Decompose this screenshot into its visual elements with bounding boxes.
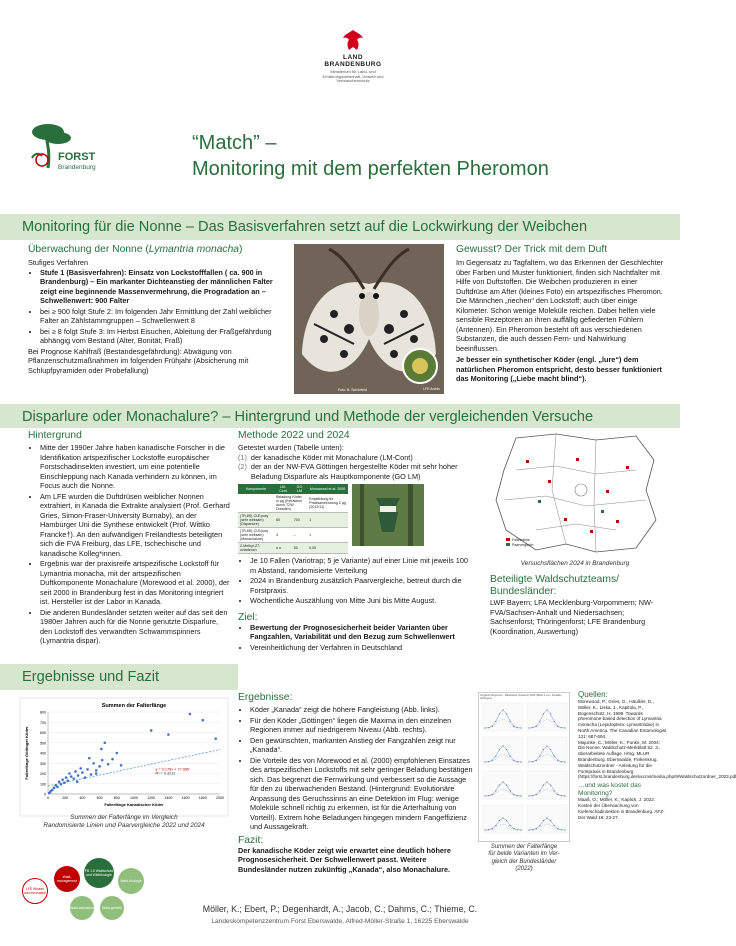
data-point [81, 771, 84, 774]
ergebnis-item: • Den gewünschten, markanten Anstieg der Fangzahlen zeigt nur „Kanada“. [250, 736, 476, 755]
data-point [84, 776, 87, 779]
data-point [95, 769, 98, 772]
lure-table [238, 484, 348, 554]
table-cell: 1 [307, 528, 348, 543]
data-point [150, 729, 153, 732]
ziel-item-text: Bewertung der Prognosesicherheit beider Varianten über Fangzahlen, Variabilität und den Bezug zum Schwellenwert [250, 622, 455, 641]
hintergrund-list [28, 443, 230, 646]
regional-charts-title: Vergleich Regionen - Mittelwerte (Gesamt) 2022 (Mittel 2 Lst - Kanada-Göttingen) [480, 694, 562, 700]
title-line2: Monitoring mit dem perfekten Pheromon [192, 158, 549, 180]
fazit-heading: Fazit: [238, 834, 264, 846]
brandenburg-map [486, 430, 664, 568]
cost-heading: …und was kostet das Monitoring? [578, 782, 642, 797]
x-tick-label: 2000 [216, 796, 224, 800]
ziel-item: • Vereinheitlichung der Verfahren in Deutschland [250, 643, 474, 653]
methode [238, 430, 474, 653]
regional-caption-line: (2022) [515, 866, 533, 873]
stufen-list [28, 268, 288, 346]
section1-title: Monitoring für die Nonne – Das Basisverfahren setzt auf die Lockwirkung der Weibchen [22, 219, 588, 235]
data-point [65, 776, 68, 779]
table-subheader [238, 494, 274, 513]
table-row [238, 513, 348, 528]
legend-label: Falleenlinie [512, 538, 530, 542]
land-brandenburg-logo [318, 28, 388, 84]
data-point [92, 762, 95, 765]
methode-item-num: (1) [238, 452, 247, 462]
regional-charts [478, 692, 570, 842]
section1-banner [0, 214, 680, 240]
poster-header [0, 0, 680, 200]
y-tick-label: 600 [40, 731, 46, 735]
hintergrund-item: • Am LFE wurden die Duftdrüsen weiblicher Nonnen extrahiert, in Kanada die Extrakte analysiert (Prof. Gerhard Gries, Simon-Fraser-University Burnaby), an der Hamburger Uni die Synthese entwickelt (Prof. Wittko Francke†). An den aufwändigen Freilandtests beteiligten sich die FVA Freiburg, das LFE, tschechische und kanadische Kolleg*innen. [40, 492, 230, 559]
section3-banner [0, 664, 238, 690]
section3-title: Ergebnisse und Fazit [22, 669, 160, 685]
regional-caption-line: gleich der Bundesländer [491, 858, 557, 865]
mini-chart [527, 805, 567, 833]
section1-left [28, 244, 288, 375]
land-logo-line2: BRANDENBURG [324, 61, 382, 68]
scatter-caption-line: Randomisierte Linien und Paarvergleiche 2022 und 2024 [43, 822, 205, 829]
page-title [192, 130, 612, 182]
mini-chart [527, 737, 567, 765]
y-axis-label: Falterfänge Göttinger Köder [24, 726, 29, 780]
data-point [98, 765, 101, 768]
ziel-item [250, 623, 474, 642]
land-logo-line1: LAND [342, 54, 364, 61]
data-point [51, 789, 54, 792]
y-tick-label: 100 [40, 782, 46, 787]
legend-item [506, 543, 533, 548]
regional-caption-line: für beide Varianten im Ver- [488, 851, 560, 858]
table-cell: – [292, 528, 307, 543]
map-caption: Versuchsflächen 2024 in Brandenburg [520, 560, 630, 567]
ergebnisse-heading: Ergebnisse: [238, 692, 293, 703]
x-tick-label: 400 [79, 796, 86, 800]
mini-chart [483, 805, 523, 833]
data-point [95, 772, 98, 775]
quellen-heading: Quellen: [578, 690, 608, 699]
scatter-svg [20, 698, 228, 816]
hintergrund [28, 430, 230, 647]
data-point [111, 758, 114, 761]
org-circle: FB 1.5 Waldschutz und Wildökologie [84, 858, 114, 888]
y-tick-label: 500 [40, 741, 46, 746]
legend-label: Paarvergleich [512, 543, 534, 547]
ziel-heading: Ziel: [238, 611, 258, 623]
table-and-trap [238, 484, 474, 554]
variotrap-icon [352, 484, 424, 546]
ergebnisse-list [238, 705, 476, 832]
y-tick-label: 700 [40, 720, 46, 725]
table-subheader: Empfehlung für Praxisanwendung 2 µg (2012/11) [307, 494, 348, 513]
data-point [73, 777, 76, 780]
table-cell: (7R,8S)-Cl-Epoxy (sehr wirksam) (Disparlure) [238, 513, 274, 528]
prognose-text: Bei Prognose Kahlfraß (Bestandesgefährdung): Abwägung von Pflanzenschutzmaßnahmen im folgenden Frühjahr (Absicherung mit Schlupfpyramiden oder Probefallung) [28, 346, 249, 375]
section2-banner [0, 404, 680, 428]
table-header: GO LM [292, 484, 307, 494]
org-circle: Wald-wachstum [70, 896, 94, 920]
table-row [238, 543, 348, 554]
table-subheader: Beladung Köder in µg (Extraktion durch TZW Dresden) [274, 494, 307, 513]
hintergrund-item: • Die anderen Bundesländer setzten weiter auf das seit den 1980er Jahren auch für die Nonne genutzte Disparlure, den Lockstoff des verwandten Schwammspinners (Lymantria dispar). [40, 608, 230, 646]
data-point [70, 775, 73, 778]
data-point [63, 781, 66, 784]
title-line1: “Match” – [192, 132, 277, 154]
x-axis-label: Falterfänge Kanadischer Köder [104, 802, 164, 807]
ergebnisse [238, 692, 476, 874]
stufiges-verfahren: Stufiges Verfahren [28, 258, 89, 267]
table-cell: 1 [307, 513, 348, 528]
y-tick-label: 400 [40, 751, 46, 756]
inset-credit: LFE Archiv [423, 387, 440, 391]
data-point [107, 763, 110, 766]
land-logo-ministry: Ministerium für Land- und Ernährungswirtschaft, Umwelt und Verbraucherschutz [322, 69, 384, 84]
data-point [60, 783, 63, 786]
methode-item [238, 462, 474, 481]
mini-chart [483, 771, 523, 799]
bundeslaender-heading: Beteiligte Waldschutzteams/ Bundesländer: [490, 574, 619, 597]
hintergrund-item: • Mitte der 1990er Jahre haben kanadische Forscher in die Identifikation artspezifischer Lockstoffe europäischer Forstschadinsekten investiert, um eine potentielle Einschleppung nach Kanada verhindern zu können, im Focus auch die Nonne. [40, 443, 230, 491]
duftdruese-inset [402, 348, 438, 384]
ergebnis-item: • Die Vorteile des von Morewood et al. (2000) empfohlenen Einsatzes des artspezifischen Lockstoffs mit sehr geringer Beladung bestätigen sich. Das begrenzt die Fernwirkung und verbessert so die Aussage für den zu überwachenden Bestand. (Hintergrund: Evolutionäre Anpassung des Geruchssinns an eine Detektion im Flug: wenige Moleküle schnell richtig zu erkennen, ist für die Arterhaltung von Vorteil!). Extrem hohe Beladungen hingegen mindern Fangeffizienz und Aussagekraft. [250, 756, 476, 832]
data-point [56, 786, 59, 789]
forst-brandenburg-logo [28, 118, 108, 178]
data-point [77, 774, 80, 777]
data-point [61, 778, 64, 781]
y-tick-label: 0 [44, 792, 46, 797]
methode-bullets [238, 556, 474, 606]
table-header: LM-Cont [274, 484, 292, 494]
duft-conclusion: Je besser ein synthetischer Köder (engl. „lure“) dem natürlichen Pheromon entspricht, desto besser funktioniert das Monitoring („Liebe macht blind“). [456, 355, 662, 383]
stufen-item: • bei ≥ 8 folgt Stufe 3: Im Herbst Eisuchen, Ableitung der Fraßgefährdung abhängig vom Bestand (Alter, Bonität, Fraß) [40, 327, 288, 346]
x-tick-label: 200 [62, 796, 69, 800]
data-point [86, 768, 89, 771]
y-tick-label: 200 [40, 772, 46, 776]
methode-item-num: (2) [238, 462, 247, 471]
y-tick-label: 300 [40, 761, 46, 766]
forst-word: FORST [58, 151, 96, 163]
data-point [88, 757, 91, 760]
eagle-icon [340, 28, 366, 54]
data-point [214, 737, 217, 740]
bundeslaender [490, 574, 666, 636]
data-point [53, 787, 56, 790]
table-cell: 700 [292, 513, 307, 528]
data-point [189, 713, 192, 716]
data-point [79, 767, 82, 770]
mini-chart [483, 703, 523, 731]
data-point [101, 759, 104, 762]
x-tick-label: 0 [47, 796, 49, 800]
mini-chart [527, 771, 567, 799]
ziel-list [238, 623, 474, 653]
data-point [120, 764, 123, 767]
address: Landeskompetenzzentrum Forst Eberswalde, Alfred-Möller-Straße 1, 16225 Eberswalde [211, 918, 469, 925]
x-tick-label: 1000 [130, 796, 138, 800]
ergebnis-item: • Für den Köder „Göttingen“ liegen die Maxima in den einzelnen Regionen immer auf niedrigerem Niveau (Abb. rechts). [250, 716, 476, 735]
x-tick-label: 1800 [198, 796, 207, 800]
regional-caption [478, 844, 570, 874]
x-tick-label: 1400 [164, 796, 173, 800]
chart-title: Summen der Falterfänge [101, 703, 167, 709]
regional-caption-line: Summen der Falterfänge [490, 844, 558, 850]
stufen-item: • bei ≥ 900 folgt Stufe 2: Im folgenden Jahr Ermittlung der Zahl weiblicher Falter an Zählstammgruppen – Schwellenwert 8 [40, 307, 288, 326]
methode-bullet: • 2024 in Brandenburg zusätzlich Paarvergleiche, betreut durch die Forstpraxis. [250, 576, 474, 595]
methode-item-text: der an der NW-FVA Göttingen hergestellte Köder mit sehr hoher Beladung Disparlure als Hauptkomponente (GO LM) [250, 462, 458, 481]
scatter-caption-line: Summen der Falterfänge im Vergleich [70, 814, 178, 821]
mini-chart [483, 737, 523, 765]
chart-frame [20, 698, 228, 816]
org-circle: LFE Wissen und Innovation [22, 878, 48, 904]
x-tick-label: 1600 [181, 796, 190, 800]
table-header: Monowood et al. 2000 [307, 484, 348, 494]
data-point [76, 780, 79, 783]
table-cell: 60 [274, 513, 292, 528]
forst-sub: Brandenburg [58, 164, 96, 171]
bundeslaender-text: LWF Bayern; LFA Mecklenburg-Vorpommern; NW-FVA/Sachsen-Anhalt und Niedersachsen; Sachsenforst; Thüringenforst; LFE Brandenburg (Koordination, Auswertung) [490, 598, 654, 636]
methode-item [238, 453, 474, 463]
data-point [68, 772, 71, 775]
stufen-item: • Stufe 1 (Basisverfahren): Einsatz von Lockstofffallen ( ca. 900 in Brandenburg) – Ein markanter Dichteanstieg der männlichen Falter zeigt eine beginnende Massenvermehrung, die Progradation an – Schwellenwert: 900 Falter [40, 268, 288, 306]
hintergrund-heading: Hintergrund [28, 430, 82, 441]
data-point [167, 733, 170, 736]
table-cell: 2-Methyl-Z7-octadecen [238, 543, 274, 554]
org-diagram [20, 858, 170, 938]
table-header: Komponente [238, 484, 274, 494]
ergebnis-item: • Köder „Kanada“ zeigt die höhere Fangleistung (Abb. links). [250, 705, 476, 715]
section2-title: Disparlure oder Monachalure? – Hintergrund und Methode der vergleichenden Versuche [22, 409, 594, 425]
trend-r2: R² = 0,3211 [155, 771, 176, 776]
trend-equation: y = 0,178x + 77,985 [155, 767, 190, 772]
x-tick-label: 1200 [147, 796, 156, 800]
section1-right [456, 244, 664, 384]
org-circle: Wald-genetik [100, 896, 124, 920]
table-cell: 0,05 [307, 543, 348, 554]
table-cell: n.n. [274, 543, 292, 554]
scatter-chart [20, 698, 228, 816]
x-tick-label: 800 [113, 796, 120, 800]
duft-heading: Gewusst? Der Trick mit dem Duft [456, 244, 608, 255]
table-cell: 50 [292, 543, 307, 554]
data-point [202, 719, 205, 722]
data-point [116, 752, 119, 755]
table-cell: (7R,8S)-Cl-Epoxy (sehr wirksam) (Monachalure) [238, 528, 274, 543]
table-cell: 4 [274, 528, 292, 543]
fazit-text: Der kanadische Köder zeigt wie erwartet eine deutlich höhere Prognosesicherheit. Der Schwellenwert passt. Weitere Bundesländer nutzen zukünftig „Kanada“, also Monachalure. [238, 845, 451, 874]
authors: Möller, K.; Ebert, P.; Degenhardt, A.; Jacob, C.; Dahms, C.; Thieme, C. [202, 904, 478, 914]
cost-text: Maaß, O.; Möller, K.; Kaplick, J. 2022: Kosten der Überwachung von Kieferschadinsekten in Brandenburg. AFZ-Der Wald 16: 23-27. [578, 797, 665, 820]
org-circle: Wald-ökologie [118, 868, 144, 894]
data-point [74, 770, 77, 773]
hintergrund-item: • Ergebnis war der praxisreife artspezifische Lockstoff für Lymantria monacha, mit der artspezifischen Duftkomponente Monachalure (Morewood et al. 2000), der seit 2000 in Brandenburg fest in das Monitoring integriert ist. Hersteller ist der Labor in Kanada. [40, 559, 230, 607]
x-tick-label: 600 [96, 796, 103, 800]
methode-intro: Getestet wurden (Tabelle unten): [238, 443, 344, 452]
y-tick-label: 800 [40, 710, 46, 715]
photo-credit: Foto: B. Schönfeld [338, 388, 367, 392]
data-point [58, 780, 61, 783]
nonne-heading-prefix: Überwachung der Nonne ( [28, 244, 149, 255]
methode-bullet: • Je 10 Fallen (Variotrap; 5 je Variante) auf einer Linie mit jeweils 100 m Abstand, randomisierte Verteilung [250, 556, 474, 575]
methode-item-text: der kanadische Köder mit Monachalure (LM-Cont) [250, 452, 413, 462]
data-point [66, 779, 69, 782]
table-row [238, 528, 348, 543]
quellen [578, 690, 736, 821]
data-point [100, 748, 103, 751]
nonne-heading-suffix: ) [239, 244, 243, 255]
org-circle: Wald-management [54, 866, 80, 892]
moth-photo [294, 244, 444, 394]
nonne-heading [28, 244, 288, 255]
mini-chart [527, 703, 567, 731]
data-point [103, 741, 106, 744]
map-legend [506, 538, 533, 548]
trap-photo [352, 484, 424, 546]
duft-text: Im Gegensatz zu Tagfaltern, wo das Erkennen der Geschlechter über Farben und Muster funktioniert, finden sich Nachtfalter mit Hilfe von Duftstoffen. Die Weibchen produzieren in einer Duftdrüse am After (kleines Foto) ein artspezifisches Pheromon. Die Männchen „riechen“ den Lockstoff; auch über einige Kilometer. Schon wenige Moleküle reichen. Dabei helfen viele sensible Rezeptoren an ihren auffällig gefiederten Fühlern (Antennen). Ein Pheromon besteht oft aus verschiedenen Substanzen, die auch dessen Fern- und Nahwirkung beeinflussen. [456, 258, 664, 353]
data-point [90, 773, 93, 776]
regional-svg [479, 701, 571, 841]
quellen-text: Morewood, P., Gries, G., Häußler, D., Möller, K., Liska, J., Kapitola, P., Bogenschütz, H. 1999. Towards pheromone-based detection of Lymantria monacha (Lepidoptera: Lymantriidae) in North America. The Canadian Entomologist 131: 687-694. Majunke, C.; Möller, K.; Funke, M. 2004: Die Nonne. Waldschutz-Merkblatt 52. 3., überarbeitete Auflage. Hrsg. MLUR Brandenburg. Eberswalde, Finkenkrug. Waldschutzordner - Anleitung für die Forstpraxis in Brandenburg (https://forst.brandenburg.de/sixcms/media.php/9/Waldschutzordner_2023.pdf [578, 699, 736, 780]
scatter-caption [20, 814, 228, 830]
methode-bullet: • Wöchentliche Auszählung von Mitte Juni bis Mitte August. [250, 596, 474, 606]
methode-heading: Methode 2022 und 2024 [238, 430, 350, 441]
nonne-heading-species: Lymantria monacha [148, 244, 240, 255]
